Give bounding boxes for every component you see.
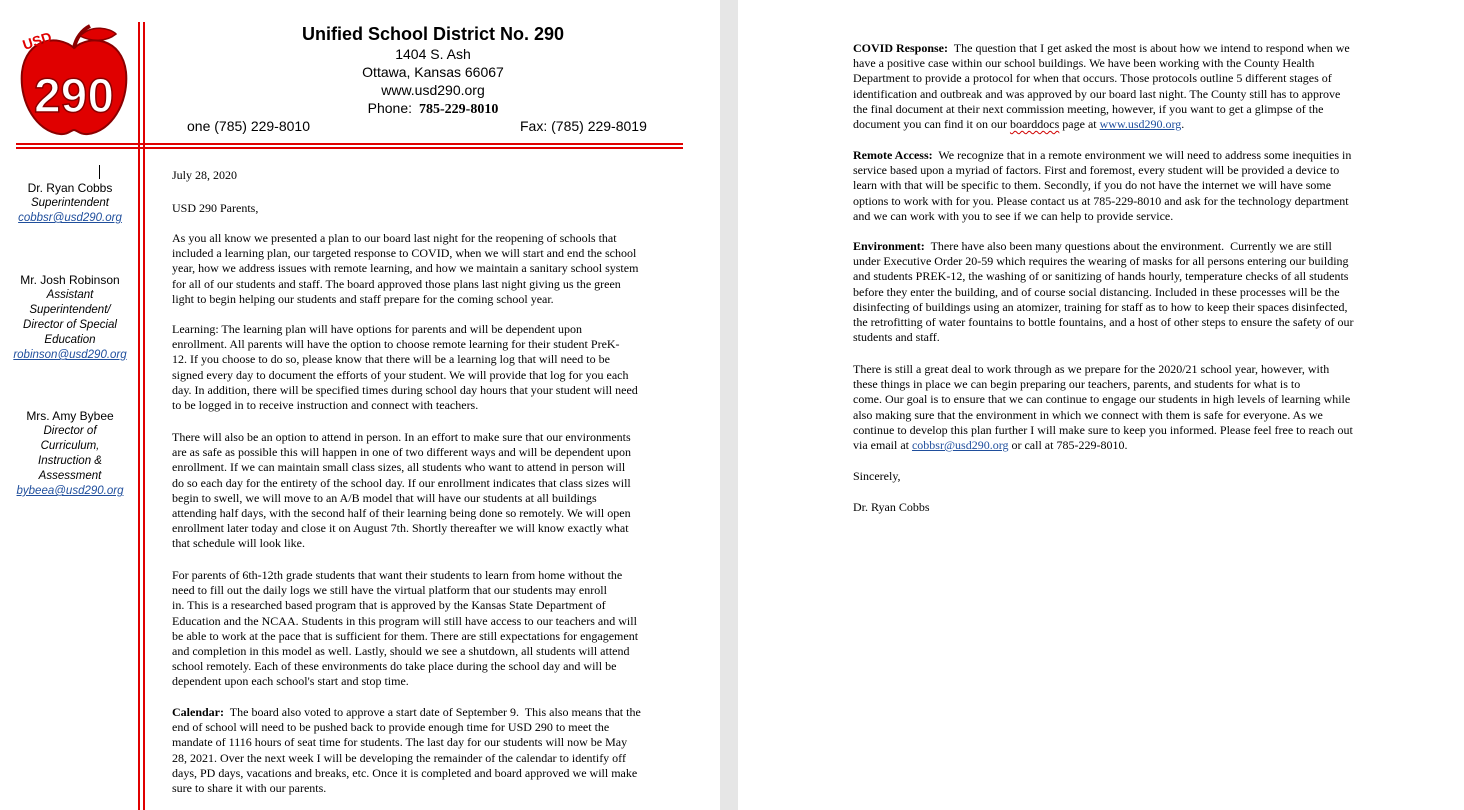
staff-name [0,409,140,424]
text-line: days, PD days, vacations and breaks, etc. Once it is completed and board approved we will make [172,765,638,780]
text-span: . [1181,117,1185,132]
section-heading: Calendar: [172,705,224,719]
svg-text:290: 290 [33,70,115,123]
website: www.usd290.org [381,82,485,98]
text-line: continue to develop this plan further I will make sure to keep you informed. Please feel free to reach out [853,422,1353,437]
text-line: day. In addition, there will be specified times during school day hours that your student will need [172,382,638,397]
text-line: school remotely. Each of these environments do take place during the school day and will be [172,659,617,674]
staff-name: Dr. Ryan Cobbs [27,181,113,195]
fax-number: Fax: (785) 229-8019 [520,118,647,134]
staff-title: Assistant [46,289,94,301]
text-line: end of school will need to be pushed back to provide enough time for USD 290 to meet the [172,720,610,735]
text-line: do so each day for the entirety of the school day. If our enrollment indicates that class sizes will [172,475,631,490]
text-line [853,148,1351,163]
text-cursor [99,165,100,179]
website-link[interactable]: www.usd290.org [1099,117,1182,132]
text-line: learn with that will be specific to them. Secondly, if you do not have the internet we will have some [853,178,1332,193]
phone-label: Phone: [367,100,413,116]
district-title: Unified School District No. 290 [301,24,565,44]
staff-name-text: Mrs. Amy Bybee [26,409,114,423]
text-line: Education and the NCAA. Students in this program will still have access to our teachers and will [172,613,637,628]
phone-line [200,100,666,118]
staff-assistant-superintendent [0,273,140,363]
text-line [172,705,641,720]
text-line: 28, 2021. Over the next week I will be developing the remainder of the calendar to identify off [172,750,626,765]
text-line: 12. If you choose to do so, please know that there will be a learning log that will need to be [172,352,610,367]
text-span: The board also voted to approve a start date of September 9. This also means that the [224,705,641,719]
staff-superintendent [0,181,140,226]
one-phone: one (785) 229-8010 [187,118,310,134]
text-line: As you all know we presented a plan to our board last night for the reopening of schools that [172,231,617,245]
text-line [853,239,1354,254]
email-link[interactable]: cobbsr@usd290.org [911,438,1009,453]
paragraph-intro [172,231,638,307]
text-line: sure to share it with our parents. [172,781,327,796]
text-line: be able to work at the pace that is sufficient for them. There are still expectations for engagement [172,628,639,643]
text-line: included a learning plan, our targeted response to COVID, when we will start and end the school [172,246,637,261]
text-line: also making sure that the environment in which we connect with them is safe for everyone. As we [853,407,1323,422]
paragraph-environment [853,239,1354,345]
header-rule-bottom [16,147,683,149]
text-line: the retrofitting of water fountains to bottle fountains, and a host of other steps to ensure the safety of our [853,315,1354,330]
text-line: need to fill out the daily logs we still have the virtual platform that our students may enroll [172,583,607,598]
text-line: are as safe as possible this will happen in one of two different ways and will be dependent upon [172,445,631,460]
salutation: USD 290 Parents, [172,201,259,215]
section-heading: Remote Access: [853,148,933,162]
text-span: We recognize that in a remote environment we will need to address some inequities in [932,148,1352,162]
text-span: document you can find it on our [853,117,1010,132]
text-line: students and staff. [853,330,940,345]
staff-title: Assessment [38,470,102,482]
address-street: 1404 S. Ash [395,46,471,62]
section-heading: COVID Response: [853,41,949,55]
staff-email-link[interactable]: robinson@usd290.org [13,349,127,361]
staff-title: Superintendent [30,197,109,209]
text-line: service based upon a myriad of factors. First and foremost, every student will be provided a device to [853,163,1340,178]
staff-title: Director of [43,425,97,437]
text-line: that schedule will look like. [172,536,305,551]
text-span: or call at 785-229-8010. [1008,438,1128,453]
text-span: via email at [853,438,912,453]
text-line: begin to swell, we will move to an A/B model that will have our students at all buildings [172,490,597,505]
spellcheck-word: boarddocs [1009,117,1060,132]
usd290-apple-logo [16,20,132,138]
text-line: disinfecting of buildings using an atomizer, training for staff as to how to keep their spaces disinfected, [853,299,1348,314]
staff-title: Education [44,334,96,346]
text-line: under Executive Order 20-59 which requires the wearing of masks for all persons entering our building [853,254,1349,269]
text-line: There is still a great deal to work through as we prepare for the 2020/21 school year, however, with [853,362,1330,376]
document-page-2 [738,0,1464,810]
text-line: and completion in this model as well. Lastly, should we see a shutdown, all students will attend [172,644,630,659]
text-line: in. This is a researched based program that is approved by the Kansas State Department of [172,598,606,613]
text-line: the final document at their next commission meeting, however, if you want to get a glimpse of the [853,101,1324,116]
text-line: have a positive case within our school buildings. We have been working with the County Health [853,56,1315,71]
text-line: signed every day to document the efforts of your student. We will provide that log for you each [172,367,629,382]
text-line: these things in place we can begin preparing our teachers, parents, and students for what is to [853,377,1301,392]
paragraph-in-person [172,430,631,552]
paragraph-remote-access [853,148,1351,224]
text-line [853,438,1353,453]
paragraph-closing [853,362,1353,453]
text-span: page at [1059,117,1100,132]
text-line: dependent upon each school's start and stop time. [172,674,409,689]
sidebar-divider-right [143,22,145,810]
signature-name: Dr. Ryan Cobbs [853,500,930,514]
text-line: for all of our students and staff. The board approved those plans last night giving us the green [172,276,621,291]
text-line: year, how we address issues with remote learning, and how we maintain a sanitary school system [172,261,639,276]
staff-title: Curriculum, [40,440,100,452]
section-heading: Environment: [853,239,925,253]
svg-text:USD: USD [20,28,54,53]
paragraph-covid [853,41,1350,132]
text-span: There have also been many questions about the environment. Currently we are still [924,239,1332,253]
staff-curriculum-director [0,409,140,499]
text-line: identification and outbreak and was approved by our board last night. The County still has to approve [853,86,1341,101]
paragraph-learning [172,322,638,413]
text-line [853,117,1350,132]
header-rule-top [16,143,683,145]
staff-title: Director of Special [23,319,117,331]
text-line: attending half days, with the second half of their learning being done so remotely. We will open [172,506,631,521]
text-line: Learning: The learning plan will have options for parents and will be dependent upon [172,322,582,336]
text-line: There will also be an option to attend in person. In an effort to make sure that our environments [172,430,631,444]
text-line: before they enter the building, and of course social distancing. Included in these processes will be the [853,284,1340,299]
text-line: enrollment. If we can maintain small class sizes, all students who want to attend in person will [172,460,626,475]
signoff: Sincerely, [853,469,901,483]
staff-title: Instruction & [38,455,102,467]
text-line: enrollment. All parents will have the option to choose remote learning for their student PreK- [172,337,620,352]
text-line: to be logged in to receive instruction and connect with teachers. [172,398,479,413]
text-line: Department to provide a protocol for when that occurs. Those protocols outline 5 different stages of [853,71,1332,86]
paragraph-virtual [172,568,638,690]
address-city: Ottawa, Kansas 66067 [362,64,504,80]
text-span: The question that I get asked the most is about how we intend to respond when we [948,41,1350,55]
text-line: come. Our goal is to ensure that we can continue to engage our students in high levels of learning while [853,392,1351,407]
text-line [853,41,1350,56]
text-line: enrollment later today and close it on August 7th. Shortly thereafter we will know exactly what [172,521,629,536]
text-line: For parents of 6th-12th grade students that want their students to learn from home without the [172,568,623,582]
staff-title: Superintendent/ [29,304,111,316]
paragraph-calendar [172,705,641,796]
text-line: and we can work with you to see if we can help to provide service. [853,208,1174,223]
staff-name: Mr. Josh Robinson [20,273,120,287]
staff-email-link[interactable]: bybeea@usd290.org [16,485,124,497]
text-line: mandate of 1116 hours of seat time for students. The last day for our students will now be May [172,735,628,750]
document-page-1 [0,0,720,810]
text-line: options to work with for you. Please contact us at 785-229-8010 and ask for the technology department [853,193,1349,208]
phone-number: 785-229-8010 [419,102,499,117]
text-line: and students PREK-12, the washing of or sanitizing of hands hourly, temperature checks of all students [853,269,1349,284]
letter-date: July 28, 2020 [172,168,238,182]
text-line: light to begin helping our students and staff prepare for the coming school year. [172,291,554,306]
staff-email-link[interactable]: cobbsr@usd290.org [18,212,122,224]
